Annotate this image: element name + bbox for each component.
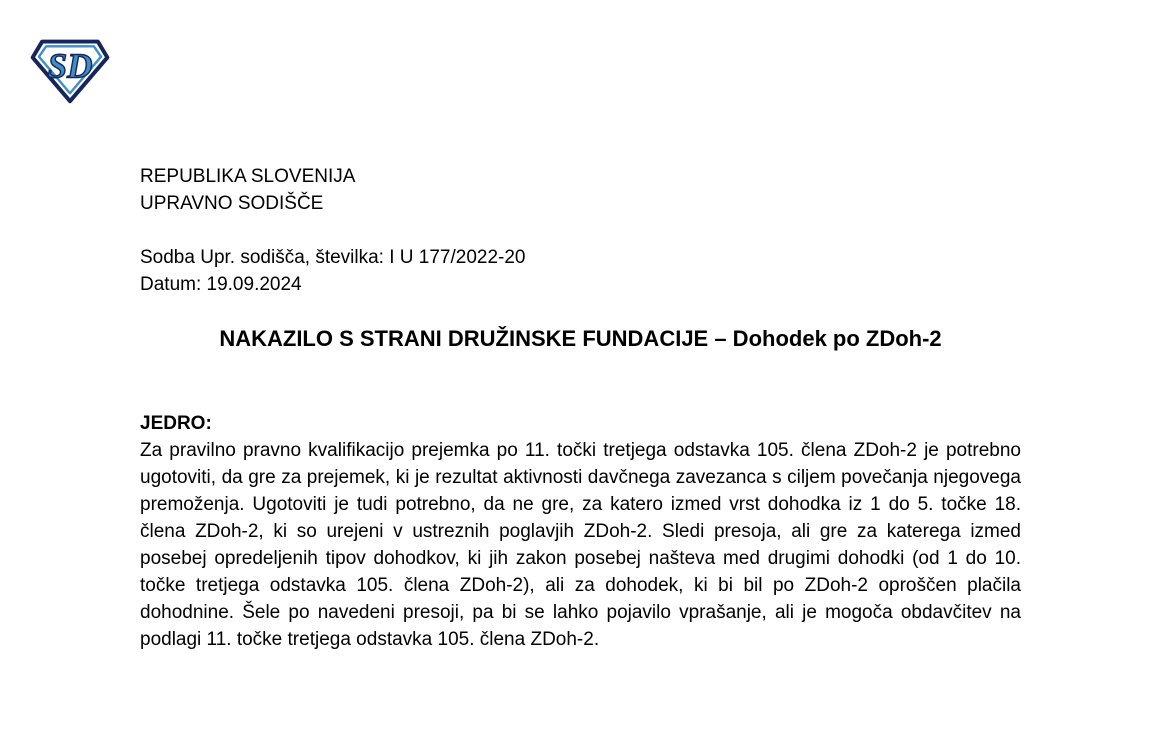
core-section: [140, 410, 1021, 653]
logo-letters: SD: [47, 46, 93, 86]
case-date-line: Datum: 19.09.2024: [140, 274, 302, 295]
court-sd-logo-icon: [30, 36, 110, 106]
core-section-label: JEDRO:: [140, 413, 212, 434]
core-section-text: Za pravilno pravno kvalifikacijo prejemka po 11. točki tretjega odstavka 105. člena ZDoh-2 je potrebno ugotoviti, da gre za prejemek, ki je rezultat aktivnosti davčnega zavezanca s ciljem povečanja njegovega premoženja. Ugotoviti je tudi potrebno, da ne gre, za katero izmed vrst dohodka iz 1 do 5. točke 18. člena ZDoh-2, ki so urejeni v ustreznih poglavjih ZDoh-2. Sledi presoja, ali gre za katerega izmed posebej opredeljenih tipov dohodkov, ki jih zakon posebej našteva med drugimi dohodki (od 1 do 10. točke tretjega odstavka 105. člena ZDoh-2), ali za dohodek, ki bi bil po ZDoh-2 oproščen plačila dohodnine. Šele po navedeni presoji, pa bi se lahko pojavilo vprašanje, ali je mogoča obdavčitev na podlagi 11. točke tretjega odstavka 105. člena ZDoh-2.: [140, 440, 1021, 650]
letterhead-court: UPRAVNO SODIŠČE: [140, 193, 324, 214]
case-number-line: Sodba Upr. sodišča, številka: I U 177/2022-20: [140, 247, 526, 268]
document-content: [140, 0, 1021, 653]
case-meta: [140, 244, 1021, 298]
letterhead-country: REPUBLIKA SLOVENIJA: [140, 166, 356, 187]
letterhead: [140, 163, 1021, 217]
document-title: NAKAZILO S STRANI DRUŽINSKE FUNDACIJE – Dohodek po ZDoh-2: [219, 326, 942, 351]
